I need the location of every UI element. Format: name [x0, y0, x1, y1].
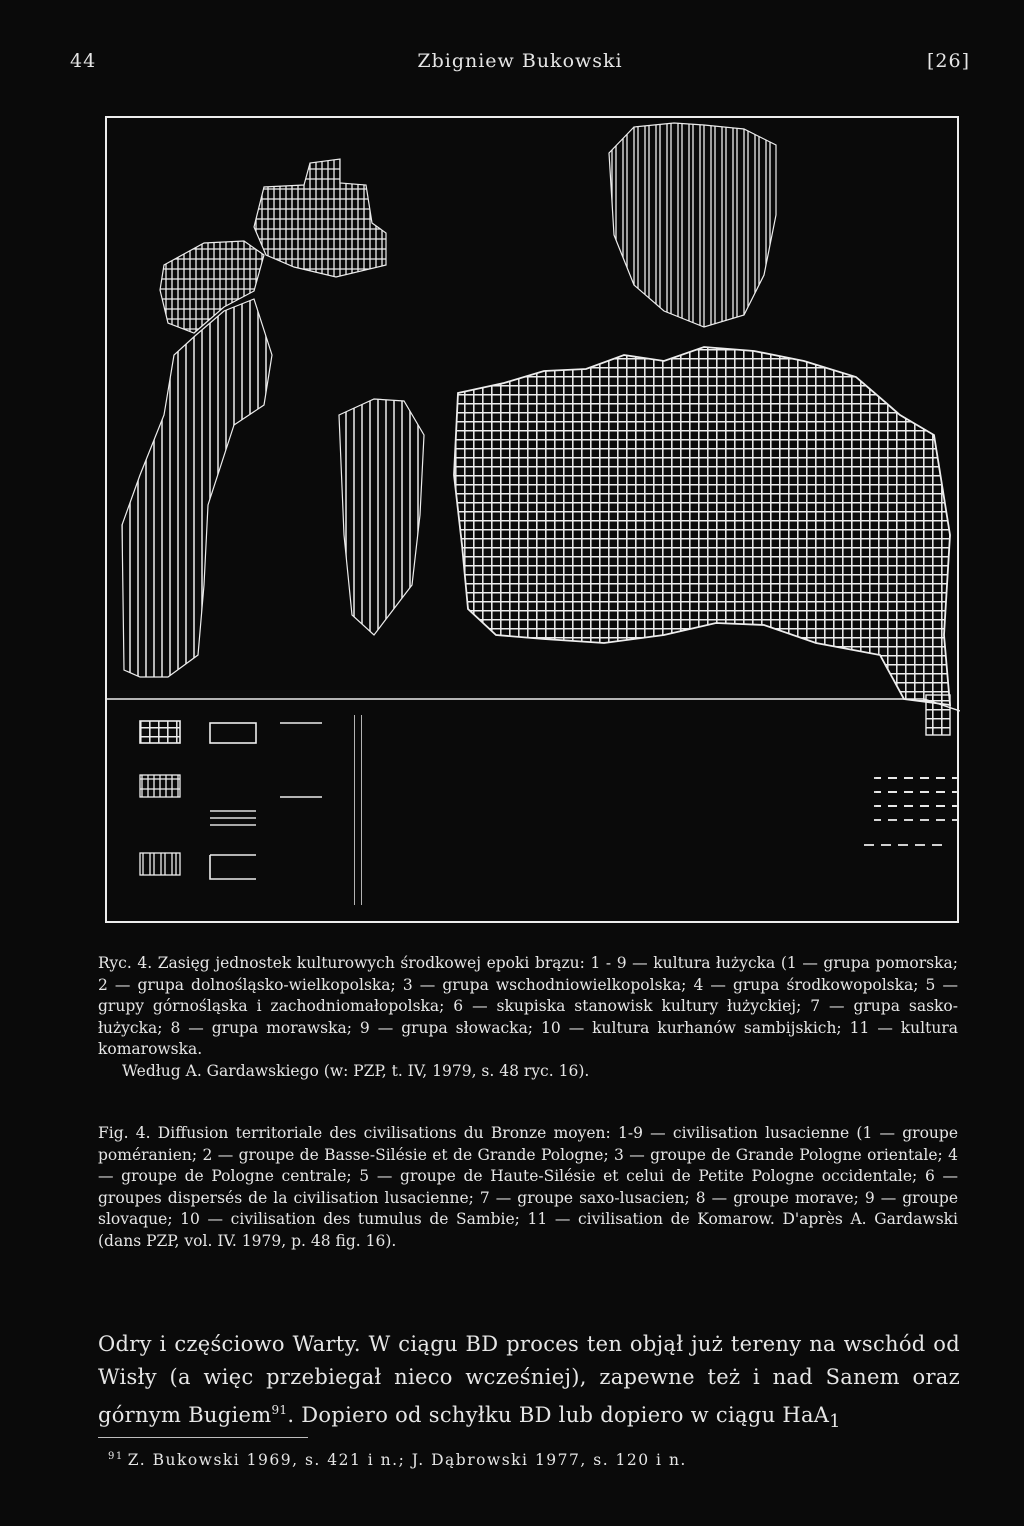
legend-swatch-9 [876, 771, 956, 815]
body-paragraph [98, 1328, 960, 1439]
page-number: 44 [70, 50, 97, 72]
footnote-ref-91: 91 [271, 1403, 288, 1417]
figure-map [104, 115, 960, 935]
legend-divider [106, 699, 960, 711]
legend-swatch-7 [280, 723, 322, 797]
legend-swatch-1 [140, 721, 180, 743]
caption-polish-source: Według A. Gardawskiego (w: PZP, t. IV, 1979, s. 48 ryc. 16). [122, 1061, 590, 1080]
page-reference: [26] [926, 50, 970, 72]
region-pomeranian [254, 159, 386, 277]
footnote-91 [108, 1451, 968, 1469]
caption-polish-text: Ryc. 4. Zasięg jednostek kulturowych środkowej epoki brązu: 1 - 9 — kultura łużycka (1 — grupa pomorska; 2 — grupa dolnośląsko-wielkopolska; 3 — grupa wschodniowielkopolska; 4 — grupa środkowopolska; 5 — grupy górnośląska i zachodniomałopolska; 6 — skupiska stanowisk kultury łużyckiej; 7 — grupa sasko-łużycka; 8 — grupa morawska; 9 — grupa słowacka; 10 — kultura kurhanów sambijskich; 11 — kultura komarowska. [98, 954, 958, 1058]
map-svg [104, 115, 960, 935]
region-eastern-greater-poland [122, 299, 272, 677]
body-text-part-1: Odry i częściowo Warty. W ciągu BD proces ten objął już tereny na wschód od Wisły (a więc przebiegał nieco wcześniej), zapewne też i nad Sanem oraz górnym Bugiem [98, 1332, 960, 1427]
legend-swatch-4 [210, 723, 256, 743]
caption-french-text: Fig. 4. Diffusion territoriale des civilisations du Bronze moyen: 1-9 — civilisation lusacienne (1 — groupe poméranien; 2 — groupe de Basse-Silésie et de Grande Pologne; 3 — groupe de Grande Pologne orientale; 4 — groupe de Pologne centrale; 5 — groupe de Haute-Silésie et celui de Petite Pologne occidentale; 6 — groupes dispersés de la civilisation lusacienne; 7 — groupe saxo-lusacien; 8 — groupe morave; 9 — groupe slovaque; 10 — civilisation des tumulus de Sambie; 11 — civilisation de Komarow. D'après A. Gardawski (dans PZP, vol. IV. 1979, p. 48 fig. 16). [98, 1124, 958, 1250]
map-regions [106, 123, 960, 825]
body-subscript: 1 [829, 1412, 841, 1433]
legend-swatch-6 [210, 855, 256, 879]
region-upper-silesia-lesser-poland [609, 123, 776, 327]
map-legend [140, 715, 956, 905]
region-moravian-slovak [454, 347, 950, 705]
legend-swatch-8 [354, 715, 362, 905]
body-text-part-2: . Dopiero od schyłku BD lub dopiero w ciągu HaA [287, 1403, 830, 1427]
page-header [70, 50, 970, 80]
caption-polish [98, 953, 958, 1082]
legend-swatch-5 [210, 805, 256, 829]
footnote-number: 91 [108, 1451, 124, 1462]
footnote-text: Z. Bukowski 1969, s. 421 i n.; J. Dąbrowski 1977, s. 120 i n. [127, 1451, 687, 1470]
region-central-poland [339, 399, 424, 635]
legend-swatch-3 [140, 853, 180, 875]
caption-french [98, 1123, 958, 1252]
legend-swatch-2 [140, 775, 180, 797]
footnote-rule [98, 1437, 308, 1438]
running-author: Zbigniew Bukowski [417, 50, 623, 72]
